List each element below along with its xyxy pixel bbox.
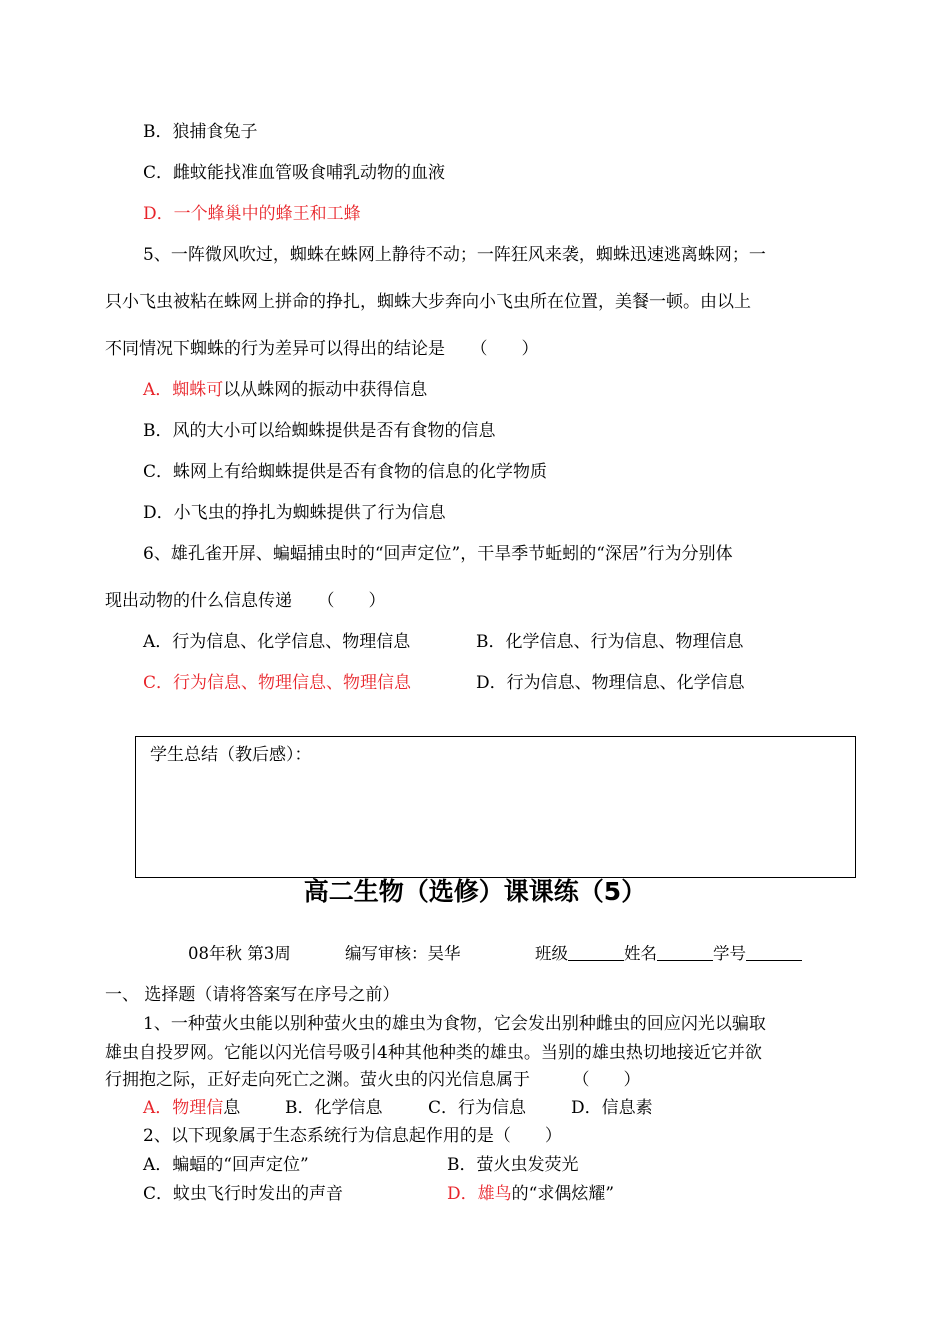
q5-option-a: [143, 378, 427, 402]
s1q2-option-d-answer: D．雄鸟: [447, 1184, 512, 1204]
q4-option-b: B．狼捕食兔子: [143, 122, 258, 142]
q6-option-d: D．行为信息、物理信息、化学信息: [476, 673, 745, 693]
q5-option-b: B．风的大小可以给蜘蛛提供是否有食物的信息: [143, 421, 496, 441]
s1q1-option-a-text: 息: [223, 1098, 241, 1118]
meta-editor: 编写审核：吴华: [345, 944, 461, 963]
q6-option-c-answer: C．行为信息、物理信息、物理信息: [143, 673, 412, 693]
s1q1-option-d: D．信息素: [571, 1098, 653, 1118]
s1q2-option-d: [447, 1182, 614, 1206]
s1q2-option-d-text: 的“求偶炫耀”: [511, 1184, 615, 1204]
q5-stem-line3: 不同情况下蜘蛛的行为差异可以得出的结论是 （ ）: [105, 339, 539, 359]
q4-option-d-answer: D．一个蜂巢中的蜂王和工蜂: [143, 204, 361, 224]
s1q2-option-a: A．蝙蝠的“回声定位”: [143, 1155, 309, 1175]
page-title: 高二生物（选修）课课练（5）: [303, 877, 647, 906]
name-label: 姓名: [624, 944, 657, 963]
q5-stem-line1: 5、一阵微风吹过，蜘蛛在蛛网上静待不动；一阵狂风来袭，蜘蛛迅速逃离蛛网；一: [143, 245, 766, 265]
s1q1-option-b: B．化学信息: [285, 1098, 383, 1118]
q6-stem-line2: 现出动物的什么信息传递 （ ）: [105, 591, 386, 611]
section1-heading: 一、 选择题（请将答案写在序号之前）: [105, 985, 400, 1005]
s1q2-option-c: C．蚊虫飞行时发出的声音: [143, 1184, 344, 1204]
q6-stem-line1: 6、雄孔雀开屏、蝙蝠捕虫时的“回声定位”，干旱季节蚯蚓的“深居”行为分别体: [143, 544, 733, 564]
number-blank[interactable]: [746, 942, 802, 961]
s1q1-stem-line2: 雄虫自投罗网。它能以闪光信号吸引4种其他种类的雄虫。当别的雄虫热切地接近它并欲: [105, 1043, 762, 1063]
s1q2-option-b: B．萤火虫发荧光: [447, 1155, 579, 1175]
class-label: 班级: [535, 944, 568, 963]
q4-option-c: C．雌蚊能找准血管吸食哺乳动物的血液: [143, 163, 446, 183]
s1q1-option-a-answer: A．物理信: [143, 1098, 224, 1118]
q5-option-a-answer: A．蜘蛛可: [143, 380, 224, 400]
q5-option-c: C．蛛网上有给蜘蛛提供是否有食物的信息的化学物质: [143, 462, 548, 482]
s1q1-stem-line1: 1、一种萤火虫能以别种萤火虫的雄虫为食物，它会发出别种雌虫的回应闪光以骗取: [143, 1014, 766, 1034]
student-info-fields: [535, 942, 802, 966]
s1q1-option-a: [143, 1096, 240, 1120]
q6-option-b: B．化学信息、行为信息、物理信息: [476, 632, 744, 652]
number-label: 学号: [713, 944, 746, 963]
meta-term: 08年秋 第3周: [188, 944, 291, 963]
q5-stem-line2: 只小飞虫被粘在蛛网上拼命的挣扎，蜘蛛大步奔向小飞虫所在位置，美餐一顿。由以上: [105, 292, 751, 312]
s1q1-option-c: C．行为信息: [428, 1098, 527, 1118]
q6-option-a: A．行为信息、化学信息、物理信息: [143, 632, 411, 652]
class-blank[interactable]: [568, 942, 624, 961]
q5-option-a-text: 以从蛛网的振动中获得信息: [223, 380, 428, 400]
q5-option-d: D．小飞虫的挣扎为蜘蛛提供了行为信息: [143, 503, 446, 523]
s1q2-stem: 2、以下现象属于生态系统行为信息起作用的是（ ）: [143, 1126, 562, 1146]
summary-label: 学生总结（教后感）：: [150, 745, 312, 765]
s1q1-stem-line3: 行拥抱之际，正好走向死亡之渊。萤火虫的闪光信息属于 （ ）: [105, 1070, 641, 1090]
student-summary-box[interactable]: [135, 736, 856, 878]
name-blank[interactable]: [657, 942, 713, 961]
